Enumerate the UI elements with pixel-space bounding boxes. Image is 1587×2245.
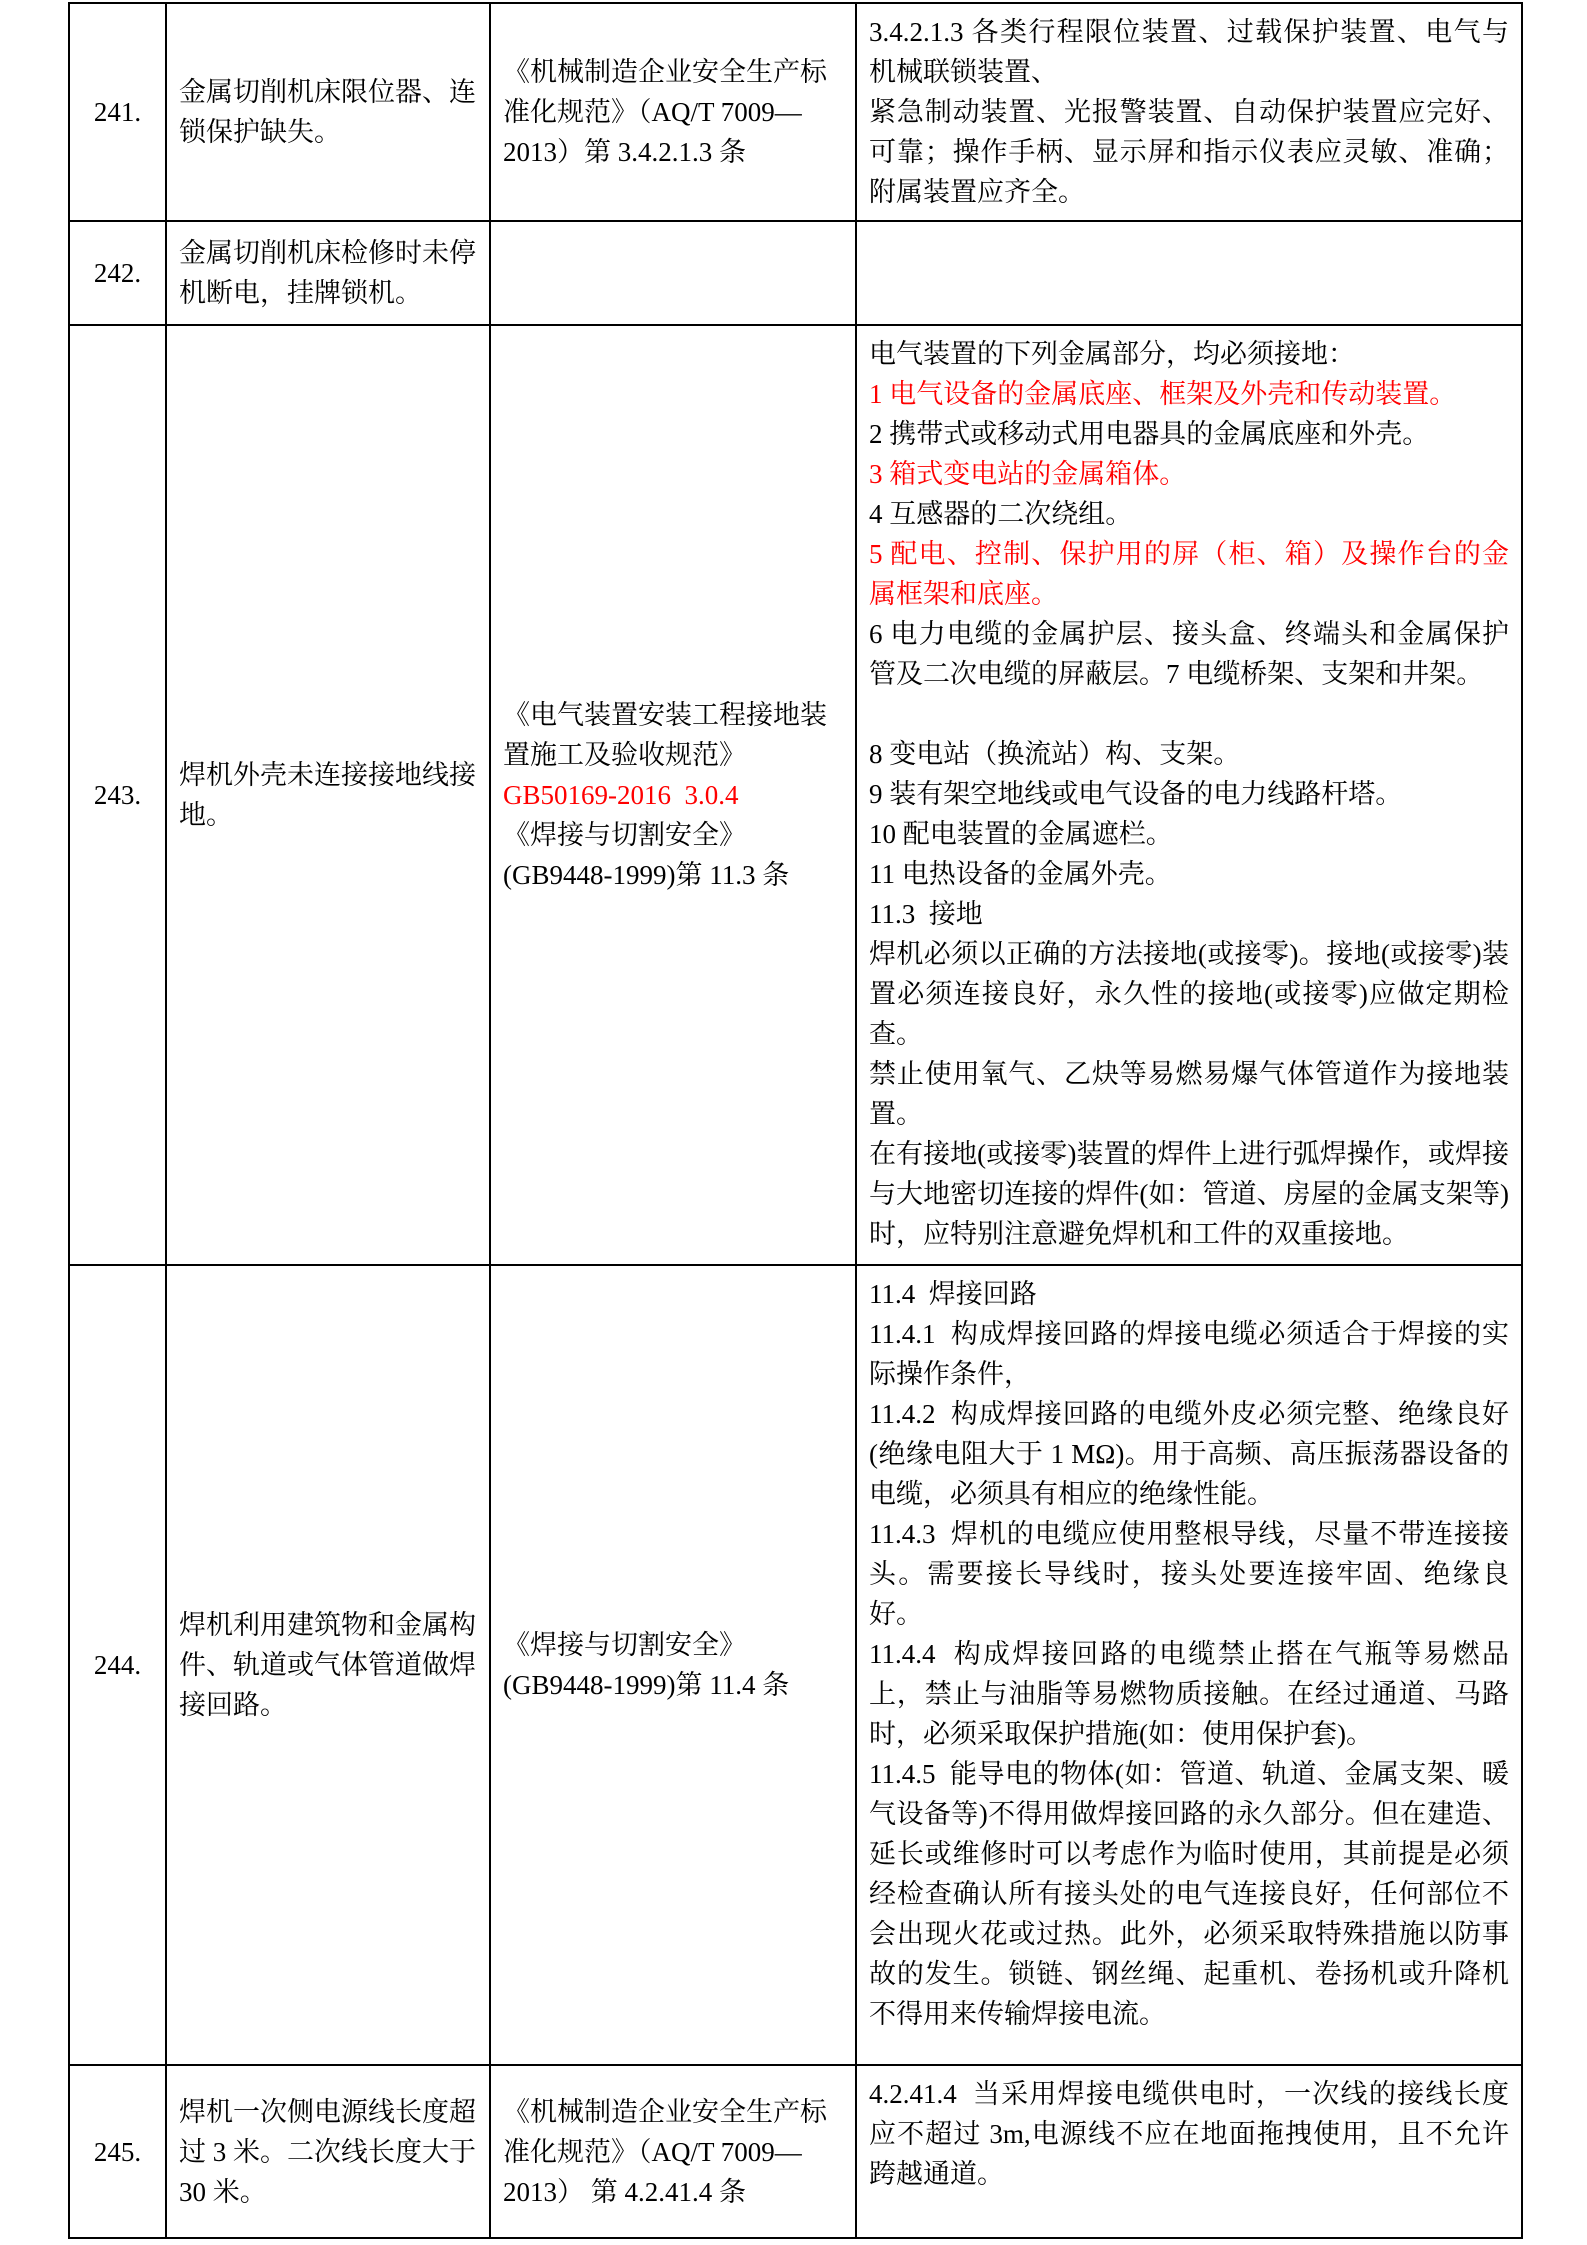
text-line: 金属切削机床限位器、连锁保护缺失。 xyxy=(179,77,476,147)
requirement-detail-cell xyxy=(856,3,1522,221)
text-line: 3 箱式变电站的金属箱体。 xyxy=(869,459,1187,489)
table-row xyxy=(69,2065,1522,2238)
hazard-description-cell xyxy=(166,2065,490,2238)
text-line: 11.4.3 焊机的电缆应使用整根导线，尽量不带连接接头。需要接长导线时，接头处要连接牢固、绝缘良好。 xyxy=(869,1519,1509,1629)
standard-reference-cell xyxy=(490,1265,856,2065)
text-line: (GB9448-1999)第 11.4 条 xyxy=(503,1670,790,1700)
table-row xyxy=(69,325,1522,1265)
text-line: 8 变电站（换流站）构、支架。 xyxy=(869,739,1241,769)
standard-reference-cell xyxy=(490,221,856,325)
hazard-description-cell xyxy=(166,325,490,1265)
row-number-cell: 242. xyxy=(69,221,166,325)
row-number-cell: 241. xyxy=(69,3,166,221)
text-line: 1 电气设备的金属底座、框架及外壳和传动装置。 xyxy=(869,379,1457,409)
requirement-detail-cell xyxy=(856,2065,1522,2238)
text-line: 2 携带式或移动式用电器具的金属底座和外壳。 xyxy=(869,419,1430,449)
text-line: 《焊接与切割安全》 xyxy=(503,1630,746,1660)
text-line: 11.4.4 构成焊接回路的电缆禁止搭在气瓶等易燃品上，禁止与油脂等易燃物质接触。在经过通道、马路时，必须采取保护措施(如：使用保护套)。 xyxy=(869,1639,1509,1749)
text-line: 6 电力电缆的金属护层、接头盒、终端头和金属保护管及二次电缆的屏蔽层。7 电缆桥架、支架和井架。 xyxy=(869,619,1509,689)
text-line: 在有接地(或接零)装置的焊件上进行弧焊操作，或焊接与大地密切连接的焊件(如：管道、房屋的金属支架等)时，应特别注意避免焊机和工件的双重接地。 xyxy=(869,1139,1509,1249)
text-line: 9 装有架空地线或电气设备的电力线路杆塔。 xyxy=(869,779,1403,809)
standard-reference-cell xyxy=(490,3,856,221)
text-line: 禁止使用氧气、乙炔等易燃易爆气体管道作为接地装置。 xyxy=(869,1059,1509,1129)
table-body xyxy=(69,3,1522,2238)
text-line: 电气装置的下列金属部分，均必须接地： xyxy=(869,339,1355,369)
row-number-cell: 244. xyxy=(69,1265,166,2065)
table-row xyxy=(69,221,1522,325)
hazard-description-cell xyxy=(166,3,490,221)
text-line: 焊机一次侧电源线长度超过 3 米。二次线长度大于 30 米。 xyxy=(179,2096,476,2207)
text-line: 金属切削机床检修时未停机断电，挂牌锁机。 xyxy=(179,238,476,308)
text-line: 11.4 焊接回路 xyxy=(869,1279,1037,1309)
hazard-description-cell xyxy=(166,1265,490,2065)
standard-reference-cell xyxy=(490,325,856,1265)
text-line: 焊机利用建筑物和金属构件、轨道或气体管道做焊接回路。 xyxy=(179,1610,476,1720)
standard-reference-cell xyxy=(490,2065,856,2238)
hazard-description-cell xyxy=(166,221,490,325)
table-row xyxy=(69,1265,1522,2065)
row-number-cell: 243. xyxy=(69,325,166,1265)
text-line: 11.4.2 构成焊接回路的电缆外皮必须完整、绝缘良好(绝缘电阻大于 1 MΩ)。用于高频、高压振荡器设备的电缆，必须具有相应的绝缘性能。 xyxy=(869,1399,1509,1509)
text-line: 11.3 接地 xyxy=(869,899,983,929)
text-line: 5 配电、控制、保护用的屏（柜、箱）及操作台的金属框架和底座。 xyxy=(869,539,1509,609)
text-line: 11.4.1 构成焊接回路的焊接电缆必须适合于焊接的实际操作条件， xyxy=(869,1319,1509,1389)
safety-hazard-table xyxy=(68,2,1523,2239)
text-line: 4.2.41.4 当采用焊接电缆供电时，一次线的接线长度应不超过 3m,电源线不应在地面拖拽使用，且不允许跨越通道。 xyxy=(869,2079,1509,2189)
row-number-cell: 245. xyxy=(69,2065,166,2238)
text-line: 《电气装置安装工程接地装置施工及验收规范》 xyxy=(503,700,827,770)
text-line: 11.4.5 能导电的物体(如：管道、轨道、金属支架、暖气设备等)不得用做焊接回路的永久部分。但在建造、延长或维修时可以考虑作为临时使用，其前提是必须经检查确认所有接头处的电气连接良好，任何部位不会出现火花或过热。此外，必须采取特殊措施以防事故的发生。锁链、钢丝绳、起重机、卷扬机或升降机不得用来传输焊接电流。 xyxy=(869,1759,1509,2029)
text-line xyxy=(869,694,1509,734)
requirement-detail-cell xyxy=(856,221,1522,325)
requirement-detail-cell xyxy=(856,1265,1522,2065)
text-line: 《机械制造企业安全生产标准化规范》（AQ/T 7009—2013）第 3.4.2.1.3 条 xyxy=(503,57,827,167)
text-line: 《焊接与切割安全》 xyxy=(503,820,746,850)
text-line: 《机械制造企业安全生产标准化规范》（AQ/T 7009—2013） 第 4.2.41.4 条 xyxy=(503,2096,827,2207)
text-line: 4 互感器的二次绕组。 xyxy=(869,499,1133,529)
text-line: (GB9448-1999)第 11.3 条 xyxy=(503,860,790,890)
requirement-detail-cell xyxy=(856,325,1522,1265)
text-line: 焊机外壳未连接接地线接地。 xyxy=(179,760,476,830)
text-line: 10 配电装置的金属遮栏。 xyxy=(869,819,1173,849)
text-line: 3.4.2.1.3 各类行程限位装置、过载保护装置、电气与机械联锁装置、 xyxy=(869,17,1509,87)
text-line: 紧急制动装置、光报警装置、自动保护装置应完好、可靠；操作手柄、显示屏和指示仪表应灵敏、准确；附属装置应齐全。 xyxy=(869,97,1509,207)
text-line: 焊机必须以正确的方法接地(或接零)。接地(或接零)装置必须连接良好，永久性的接地(或接零)应做定期检查。 xyxy=(869,939,1509,1049)
table-row xyxy=(69,3,1522,221)
text-line: GB50169-2016 3.0.4 xyxy=(503,780,739,810)
text-line: 11 电热设备的金属外壳。 xyxy=(869,859,1172,889)
